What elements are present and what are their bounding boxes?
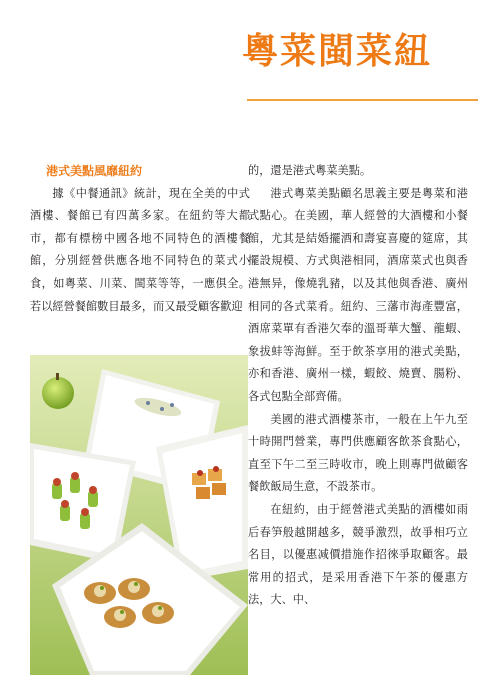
apple-stem xyxy=(56,373,59,380)
body-paragraph: 港式粵菜美點顧名思義主要是粵菜和港式點心。在美國，華人經營的大酒樓和小餐館，尤其是結婚擺酒和壽宴喜慶的筵席，其擺設規模、方式與港相同，酒席菜式也與香港無异，像燒乳豬，以及其他與香港、廣州相同的各式菜肴。紐約、三藩市海產豐富，酒席菜單有香港欠奉的溫哥華大蟹、龍蝦、象拔蚌等海鮮。至于飲茶享用的港式美點，亦和香港、廣州一樣，蝦餃、燒賣、腸粉、各式包點全部齊備。 xyxy=(248,186,468,403)
body-paragraph: 據《中餐通訊》統計，現在全美的中式酒樓、餐館已有四萬多家。在紐約等大都市，都有標榜中國各地不同特色的酒樓餐館，分別經營供應各地不同特色的菜式小食，如粵菜、川菜、閩菜等等，一應俱全。若以經營餐館數目最多，而又最受顧客歡迎 xyxy=(30,186,250,313)
section-subheading: 港式美點風靡紐約 xyxy=(46,164,143,178)
left-column xyxy=(30,160,250,318)
green-apple xyxy=(42,377,74,409)
body-paragraph: 在紐約，由于經營港式美點的酒樓如雨后春笋般越開越多，競爭激烈，故爭相巧立名目，以優惠减價措施作招徠爭取顧客。最常用的招式，是采用香港下午茶的優惠方法，大、中、 xyxy=(248,502,468,607)
right-column xyxy=(248,160,468,612)
title-rule xyxy=(247,99,478,101)
dim-sum-photo xyxy=(30,355,248,675)
body-paragraph: 美國的港式酒樓茶市，一般在上午九至十時開門營業，專門供應顧客飲茶食點心，直至下午二至三時收市，晚上則專門做顧客餐飲飯局生意，不設茶市。 xyxy=(248,412,468,494)
dim-sum-illustration xyxy=(30,355,248,675)
body-paragraph: 的，還是港式粵菜美點。 xyxy=(248,164,372,177)
page-title: 粵菜閩菜紐 xyxy=(242,31,433,72)
